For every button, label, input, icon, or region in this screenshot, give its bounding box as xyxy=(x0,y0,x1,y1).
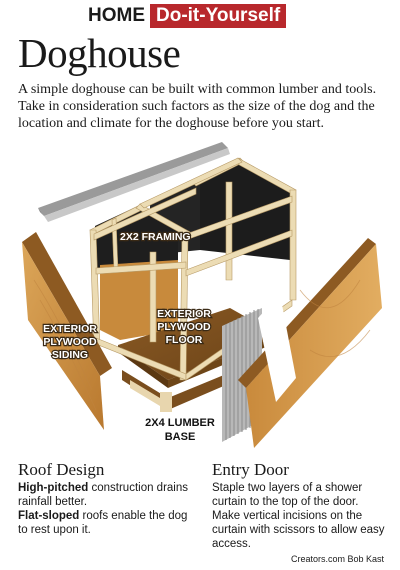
entry-door-body: Staple two layers of a shower curtain to the top of the door. Make vertical incisions on the curtain with scissors to allow easy access. xyxy=(212,482,385,550)
intro-text: A simple doghouse can be built with common lumber and tools. Take in consideration such factors as the size of the dog and the location and climate for the doghouse before you start. xyxy=(18,82,377,131)
header-section: HOME xyxy=(88,5,145,26)
label-siding-2: PLYWOOD xyxy=(43,336,97,348)
entry-door-title: Entry Door xyxy=(212,460,289,479)
label-siding-1: EXTERIOR xyxy=(43,323,97,335)
label-base-2: BASE xyxy=(164,431,196,443)
credit-line: Creators.com Bob Kast xyxy=(290,554,384,564)
label-framing: 2X2 FRAMING xyxy=(120,231,191,243)
header xyxy=(88,4,286,28)
roof-design-title: Roof Design xyxy=(18,460,105,479)
label-floor-2: PLYWOOD xyxy=(157,321,211,333)
roof-design-p1-rest: construction drains rainfall better. xyxy=(18,482,188,508)
label-siding-3: SIDING xyxy=(51,349,89,361)
label-floor-1: EXTERIOR xyxy=(157,308,211,320)
roof-design-p1-bold: High-pitched xyxy=(18,482,89,494)
roof-design-body xyxy=(18,481,196,537)
roof-design-p2-bold: Flat-sloped xyxy=(18,510,80,522)
label-floor-3: FLOOR xyxy=(165,334,203,346)
roof-design-p2-rest: roofs enable the dog to rest upon it. xyxy=(18,510,188,536)
label-base-1: 2X4 LUMBER xyxy=(145,417,215,429)
header-category: Do-it-Yourself xyxy=(150,4,286,28)
doghouse-illustration xyxy=(0,130,400,460)
page-title: Doghouse xyxy=(18,30,181,76)
